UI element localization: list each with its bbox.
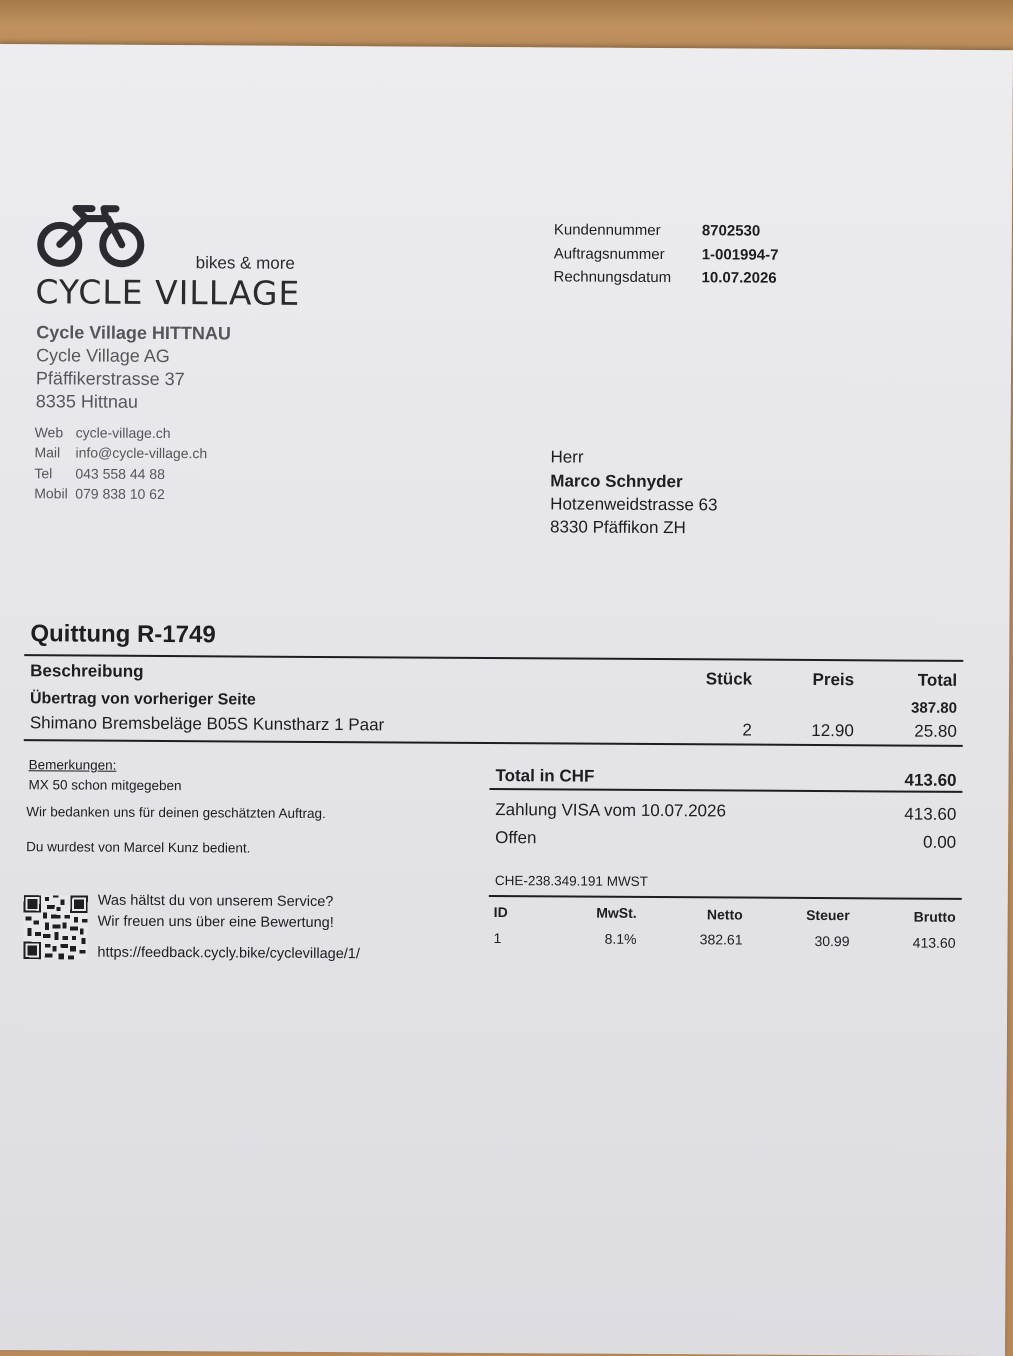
invoice-date: 10.07.2026: [701, 269, 777, 287]
col-qty-header: Stück: [705, 669, 753, 689]
col-total-header: Total: [917, 670, 958, 690]
vat-col-net: Netto: [706, 906, 743, 923]
vat-row-tax: 30.99: [814, 932, 850, 950]
contact-label-mail: Mail: [34, 444, 61, 461]
vat-number: CHE-238.349.191 MWST: [494, 873, 649, 889]
contact-label-tel: Tel: [34, 465, 53, 482]
vat-row-gross: 413.60: [912, 934, 956, 951]
recipient-salutation: Herr: [550, 447, 584, 467]
payment-label: Zahlung VISA vom 10.07.2026: [495, 800, 726, 821]
customer-number: 8702530: [701, 222, 761, 240]
contact-mail[interactable]: info@cycle-village.ch: [75, 444, 208, 462]
open-value: 0.00: [922, 832, 957, 852]
total-value: 413.60: [904, 770, 957, 790]
invoice-date-label: Rechnungsdatum: [553, 268, 672, 287]
line-item-price: 12.90: [811, 720, 854, 741]
contact-mobile: 079 838 10 62: [75, 485, 165, 503]
remarks-line: MX 50 schon mitgegeben: [28, 777, 182, 794]
col-description-header: Beschreibung: [30, 661, 144, 681]
vat-col-rate: MwSt.: [596, 904, 637, 921]
carry-over-total: 387.80: [911, 699, 958, 717]
feedback-question: Was hältst du von unserem Service?: [97, 892, 334, 911]
brand-name: CYCLE VILLAGE: [35, 272, 301, 313]
bicycle-logo-icon: [36, 204, 148, 273]
vat-col-id: ID: [493, 904, 508, 921]
line-item-description: Shimano Bremsbeläge B05S Kunstharz 1 Paar: [29, 713, 385, 735]
feedback-url-link[interactable]: https://feedback.cycly.bike/cyclevillage/1/: [97, 944, 360, 963]
total-label: Total in CHF: [495, 766, 595, 786]
receipt-paper: [0, 44, 1013, 1356]
contact-tel: 043 558 44 88: [75, 465, 165, 483]
order-number-label: Auftragsnummer: [553, 245, 665, 264]
vat-row-id: 1: [493, 930, 502, 947]
recipient-city: 8330 Pfäffikon ZH: [550, 517, 686, 538]
customer-number-label: Kundennummer: [553, 221, 661, 240]
payment-value: 413.60: [904, 804, 957, 824]
vat-row-net: 382.61: [699, 931, 743, 948]
contact-label-mobile: Mobil: [34, 485, 68, 502]
receipt-title: Quittung R-1749: [30, 620, 216, 649]
served-by-note: Du wurdest von Marcel Kunz bedient.: [26, 839, 251, 856]
remarks-heading: Bemerkungen:: [28, 757, 117, 773]
feedback-qr-code-icon[interactable]: [22, 895, 88, 959]
title-rule: [24, 654, 963, 662]
recipient-name: Marco Schnyder: [550, 471, 683, 492]
vat-row-rate: 8.1%: [604, 930, 637, 947]
contact-label-web: Web: [34, 424, 64, 441]
sender-street: Pfäffikerstrasse 37: [35, 368, 185, 390]
line-item-total: 25.80: [914, 721, 957, 741]
brand-tagline: bikes & more: [195, 253, 295, 273]
vat-col-gross: Brutto: [913, 908, 956, 925]
sender-city: 8335 Hittnau: [35, 391, 138, 412]
vat-col-tax: Steuer: [806, 906, 850, 924]
feedback-invite: Wir freuen uns über eine Bewertung!: [97, 913, 334, 932]
order-number: 1-001994-7: [701, 246, 779, 264]
thanks-note: Wir bedanken uns für deinen geschätzten Auftrag.: [26, 804, 326, 822]
contact-web[interactable]: cycle-village.ch: [75, 424, 171, 442]
line-item-qty: 2: [742, 720, 752, 740]
carry-over-label: Übertrag von vorheriger Seite: [29, 690, 256, 709]
col-price-header: Preis: [812, 669, 855, 690]
open-label: Offen: [495, 828, 537, 848]
sender-company: Cycle Village AG: [36, 345, 170, 367]
sender-name: Cycle Village HITTNAU: [36, 322, 232, 344]
vat-rule: [489, 895, 962, 899]
recipient-street: Hotzenweidstrasse 63: [550, 494, 718, 515]
